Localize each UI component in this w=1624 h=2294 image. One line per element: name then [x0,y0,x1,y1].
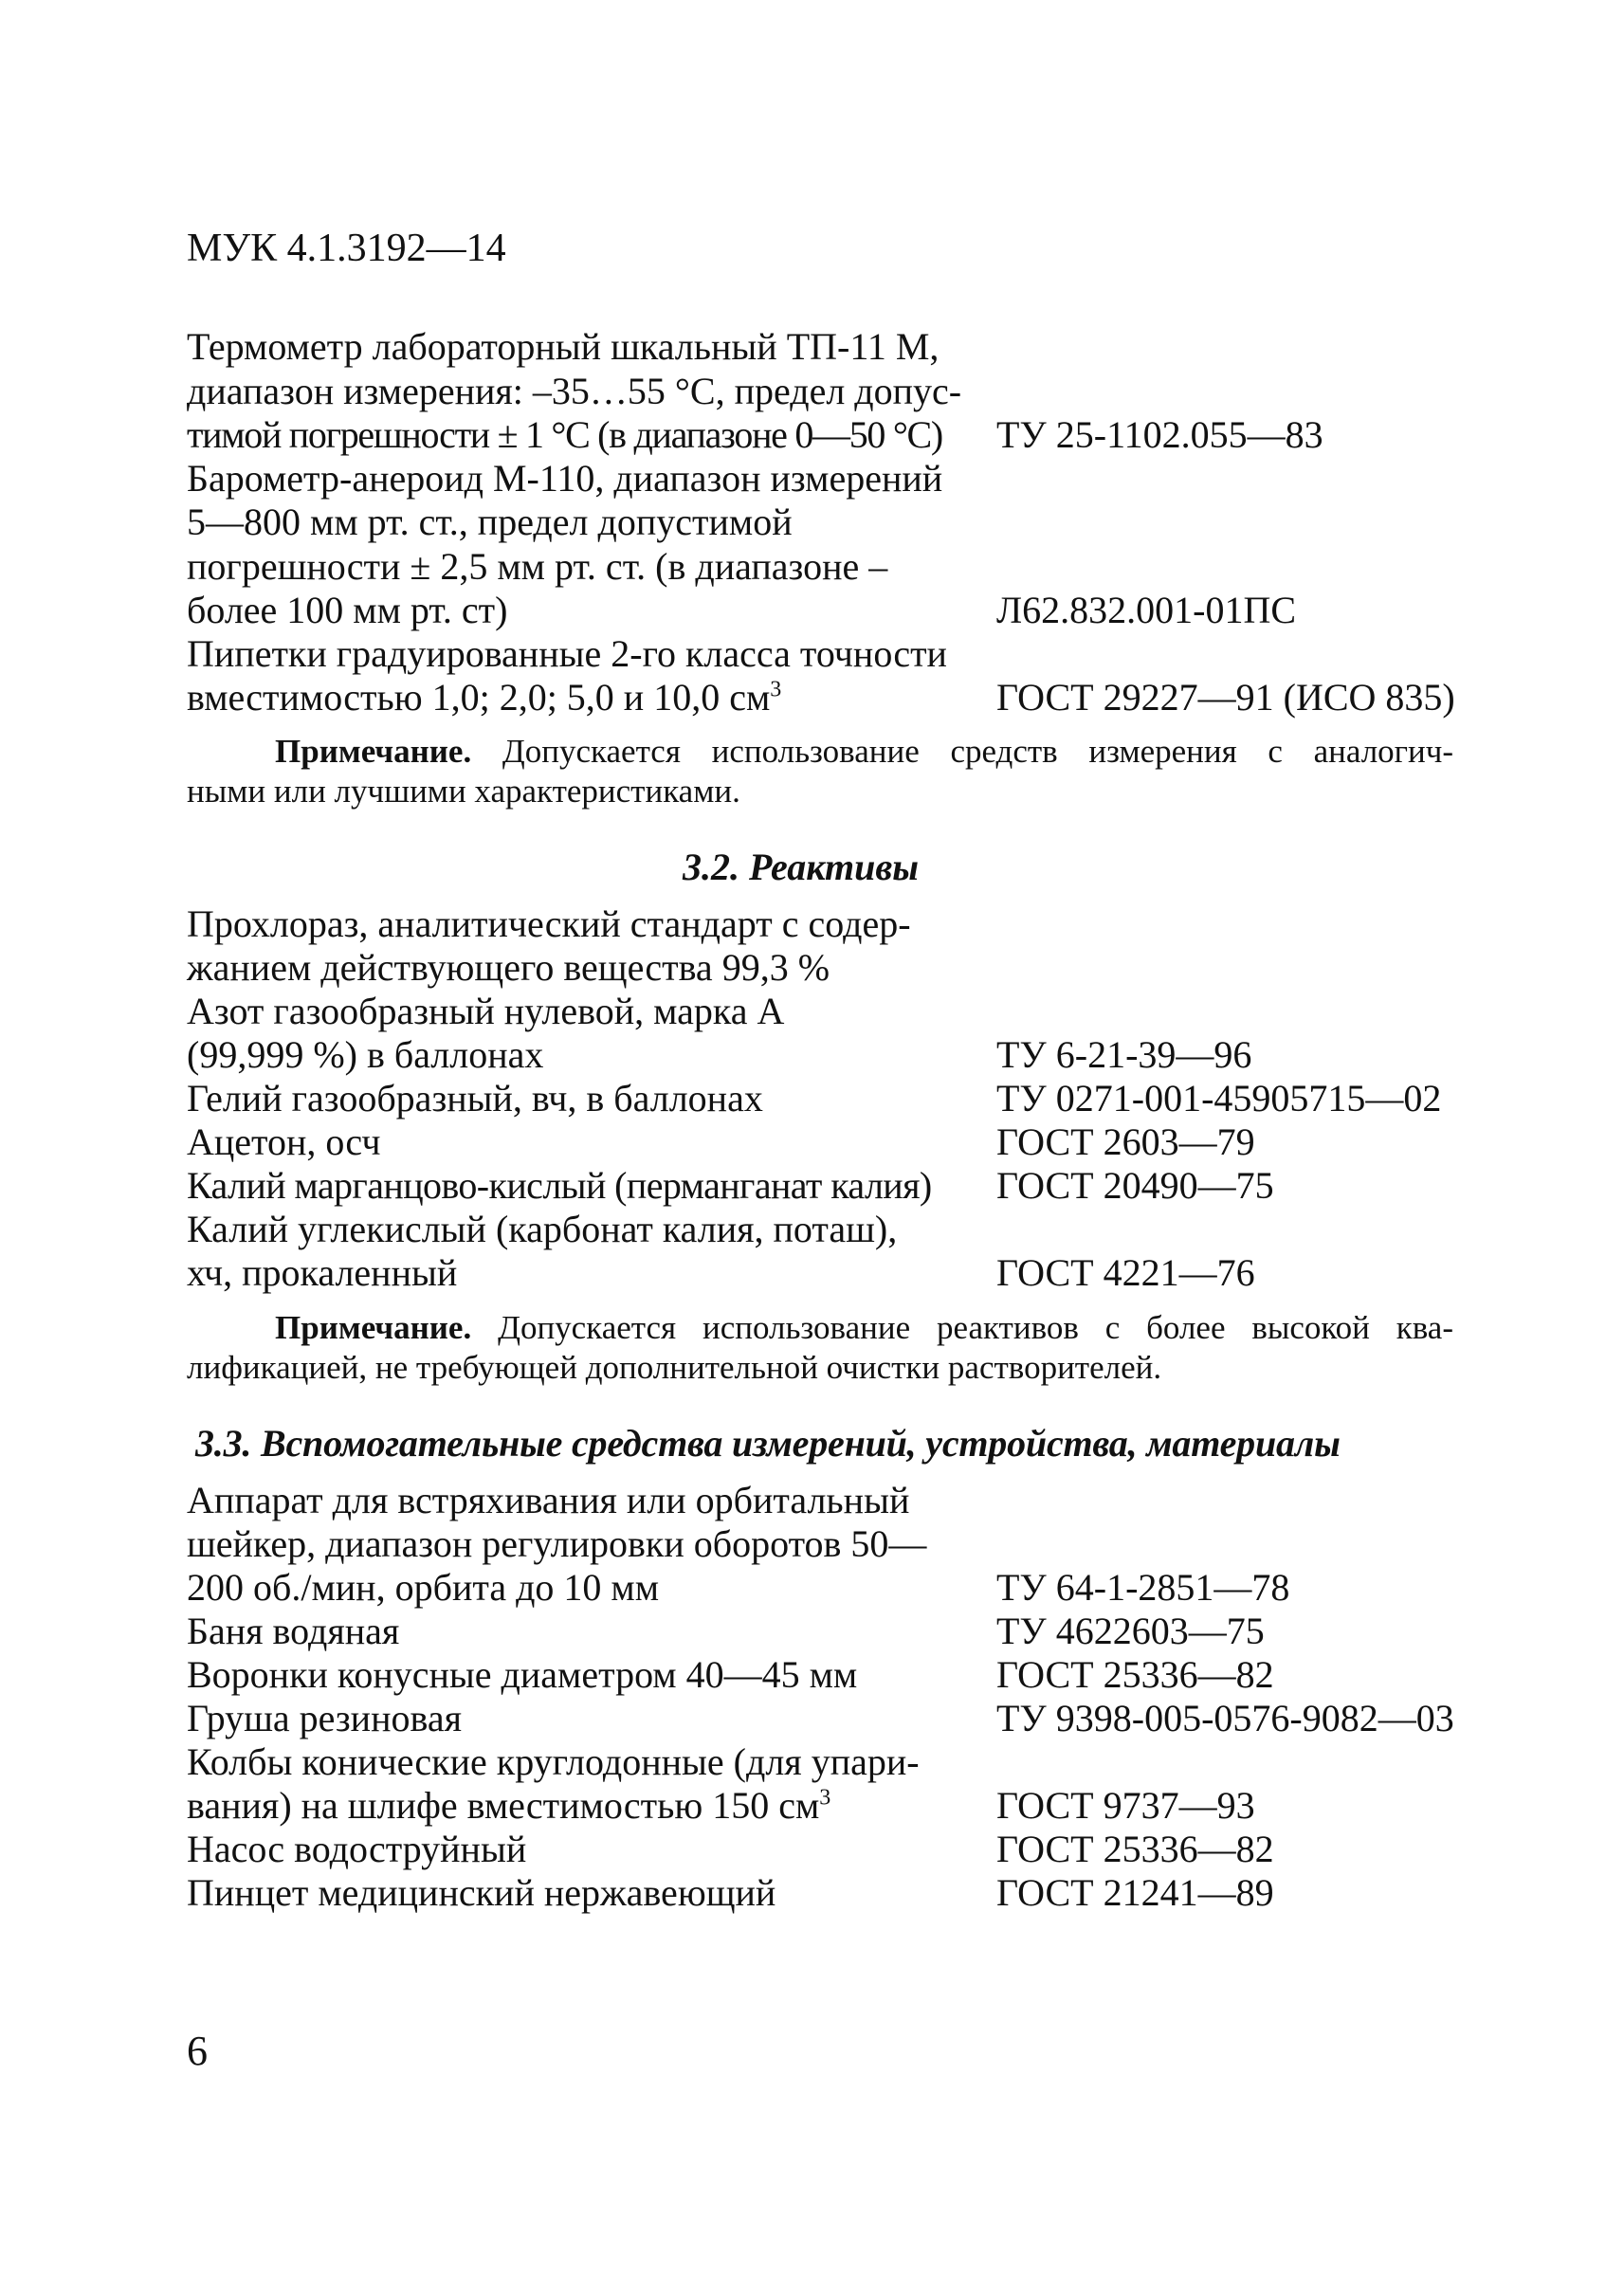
item-standard: ГОСТ 9737—93 [996,1784,1255,1827]
item-description: хч, прокаленный [187,1251,458,1294]
item-description: Аппарат для встряхивания или орбитальный [187,1479,910,1521]
note [187,732,1453,811]
item-description: Термометр лабораторный шкальный ТП-11 М, [187,325,940,368]
item-description: погрешности ± 2,5 мм рт. ст. (в диапазоне – [187,545,888,588]
item-standard: ТУ 6-21-39—96 [996,1033,1252,1076]
document-header: МУК 4.1.3192—14 [187,227,506,270]
item-standard: ГОСТ 29227—91 (ИСО 835) [996,676,1455,719]
item-standard: ГОСТ 20490—75 [996,1164,1274,1207]
note-label: Примечание. [275,1309,472,1346]
item-standard: ГОСТ 25336—82 [996,1653,1274,1696]
item-description: жанием действующего вещества 99,3 % [187,946,830,989]
note-line [187,732,1453,772]
item-standard: ГОСТ 2603—79 [996,1120,1255,1163]
item-description: Азот газообразный нулевой, марка А [187,990,785,1032]
note-text: Допускается использование реактивов с более высокой ква- [498,1309,1453,1346]
item-description: Калий марганцово-кислый (перманганат калия) [187,1164,932,1207]
item-standard: ТУ 4622603—75 [996,1610,1265,1652]
item-description: Прохлораз, аналитический стандарт с содер- [187,902,911,945]
note-label: Примечание. [275,733,472,770]
item-description: тимой погрешности ± 1 °С (в диапазоне 0—50 °С) [187,413,942,456]
item-description: 5—800 мм рт. ст., предел допустимой [187,501,793,543]
item-description [187,1784,830,1828]
superscript: 3 [819,1785,831,1811]
item-description: Баня водяная [187,1610,400,1652]
item-description: Барометр-анероид М-110, диапазон измерений [187,457,943,500]
item-description: Гелий газообразный, вч, в баллонах [187,1077,763,1120]
note [187,1308,1453,1388]
note-text: Допускается использование средств измерения с аналогич- [502,733,1454,770]
section-title: 3.2. Реактивы [683,846,919,888]
item-description [187,676,781,719]
item-description: Ацетон, осч [187,1120,381,1163]
note-line: ными или лучшими характеристиками. [187,773,740,810]
item-standard: ГОСТ 21241—89 [996,1871,1274,1914]
item-description: более 100 мм рт. ст) [187,589,508,631]
item-standard: Л62.832.001-01ПС [996,589,1297,631]
item-standard: ТУ 64-1-2851—78 [996,1566,1290,1609]
item-description: Груша резиновая [187,1697,462,1739]
item-description: Пипетки градуированные 2-го класса точности [187,632,947,675]
item-description: диапазон измерения: –35…55 °С, предел допус- [187,370,962,412]
item-standard: ГОСТ 4221—76 [996,1251,1255,1294]
note-line [187,1308,1453,1348]
superscript: 3 [770,677,782,702]
item-description: Колбы конические круглодонные (для упари- [187,1740,920,1783]
item-standard: ТУ 25-1102.055—83 [996,413,1323,456]
item-description: 200 об./мин, орбита до 10 мм [187,1566,660,1609]
item-description: (99,999 %) в баллонах [187,1033,544,1076]
item-standard: ТУ 9398-005-0576-9082—03 [996,1697,1454,1739]
section-title: 3.3. Вспомогательные средства измерений, устройства, материалы [195,1422,1341,1465]
item-standard: ГОСТ 25336—82 [996,1828,1274,1870]
item-description: Воронки конусные диаметром 40—45 мм [187,1653,858,1696]
item-description: шейкер, диапазон регулировки оборотов 50— [187,1522,927,1565]
page-number: 6 [187,2028,208,2074]
item-description: Калий углекислый (карбонат калия, поташ), [187,1208,898,1250]
note-line: лификацией, не требующей дополнительной очистки растворителей. [187,1349,1162,1386]
item-description-text: вместимостью 1,0; 2,0; 5,0 и 10,0 см [187,676,771,719]
item-description: Насос водоструйный [187,1828,527,1870]
item-standard: ТУ 0271-001-45905715—02 [996,1077,1442,1120]
item-description: Пинцет медицинский нержавеющий [187,1871,776,1914]
item-description-text: вания) на шлифе вместимостью 150 см [187,1784,820,1827]
